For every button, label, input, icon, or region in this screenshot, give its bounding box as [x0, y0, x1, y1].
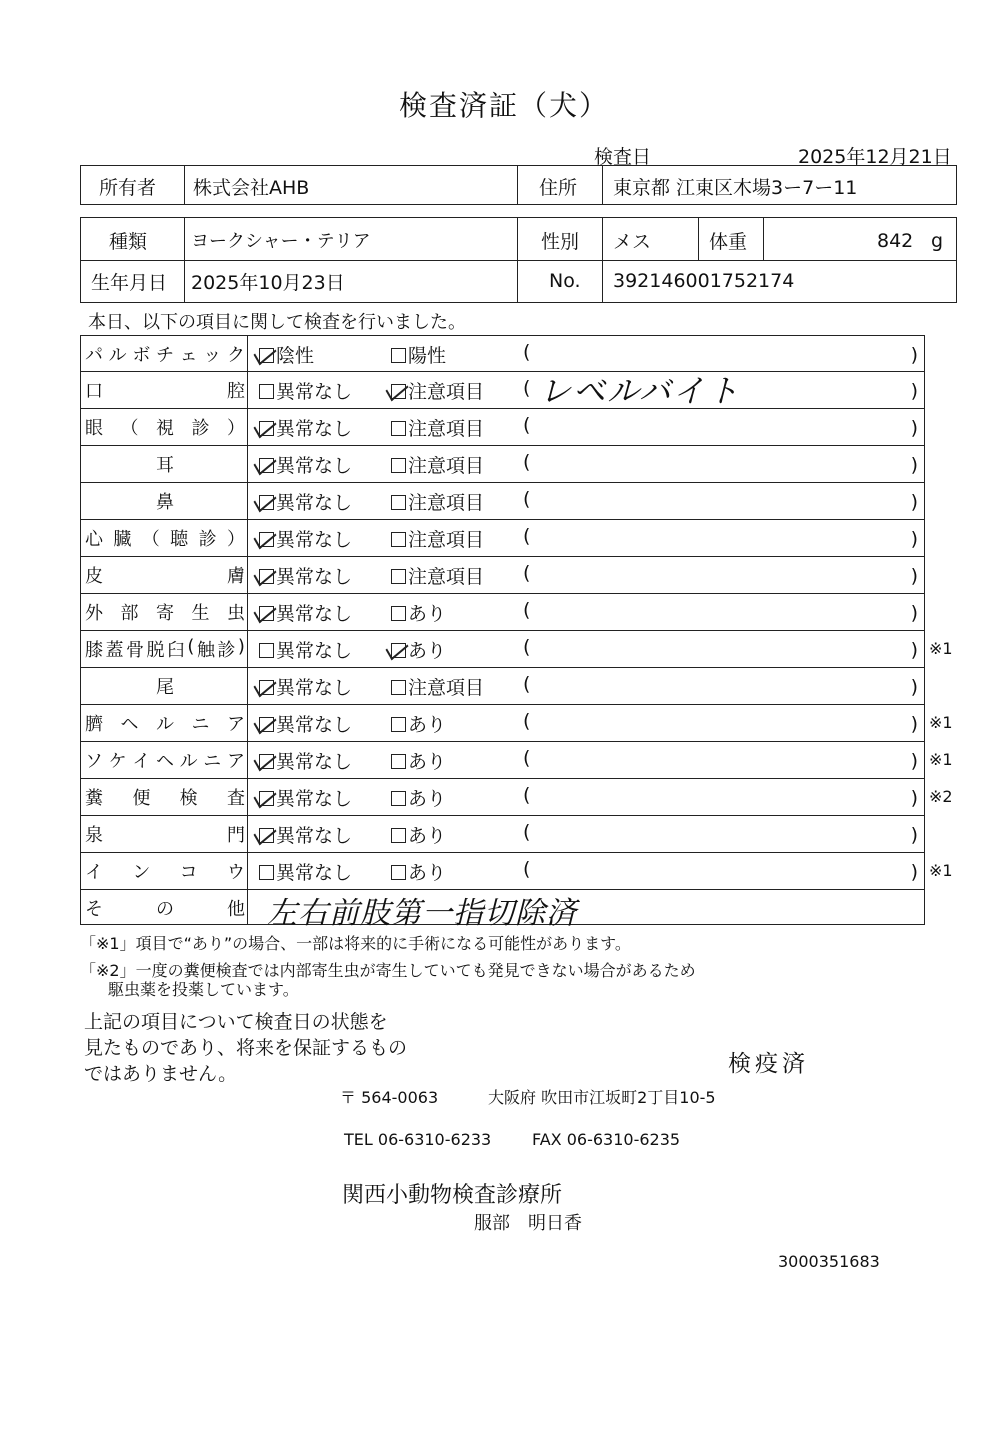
- row-item-label: 鼻: [156, 492, 174, 513]
- sex-value: メス: [613, 231, 652, 253]
- option-1[interactable]: [259, 673, 352, 700]
- footnote-2a: 「※2」一度の糞便検査では内部寄生虫が寄生していても発見できない場合があるため: [80, 961, 696, 980]
- option-1[interactable]: [259, 341, 314, 368]
- checkbox-icon[interactable]: [259, 791, 274, 806]
- checkbox-icon[interactable]: [391, 754, 406, 769]
- option-1[interactable]: [259, 747, 352, 774]
- dob-value: 2025年10月23日: [191, 272, 345, 294]
- owner-address-box: [80, 165, 957, 205]
- option-1-label: 異常なし: [276, 788, 353, 810]
- clinic-address: 大阪府 吹田市江坂町2丁目10-5: [488, 1088, 716, 1107]
- option-1-label: 異常なし: [276, 455, 353, 477]
- option-2[interactable]: [391, 488, 484, 515]
- checkbox-icon[interactable]: [391, 495, 406, 510]
- clinic-fax: FAX 06-6310-6235: [532, 1130, 681, 1149]
- table-row: 外 部 寄 生 虫 異常なし あり ( ): [80, 594, 925, 631]
- no-value: 392146001752174: [613, 270, 795, 292]
- table-row: 尾 異常なし 注意項目 ( ): [80, 668, 925, 705]
- option-1-label: 異常なし: [276, 825, 353, 847]
- row-item-label: 眼 （ 視 診 ）: [85, 418, 245, 439]
- checkbox-icon[interactable]: [259, 458, 274, 473]
- address-value: 東京都 江東区木場3ー7ー11: [613, 177, 858, 199]
- checkbox-icon[interactable]: [259, 828, 274, 843]
- clinic-name: 関西小動物検査診療所: [342, 1183, 563, 1208]
- checkbox-icon[interactable]: [259, 754, 274, 769]
- option-1[interactable]: [259, 488, 352, 515]
- breed-label: 種類: [109, 231, 148, 253]
- owner-value: 株式会社AHB: [193, 177, 310, 199]
- table-row: 泉 門 異常なし あり ( ): [80, 816, 925, 853]
- option-1[interactable]: [259, 562, 352, 589]
- weight-value: 842: [877, 230, 914, 252]
- checkbox-icon[interactable]: [391, 791, 406, 806]
- row-item-label: 糞 便 検 査: [85, 788, 245, 809]
- option-1-label: 異常なし: [276, 529, 353, 551]
- option-1[interactable]: [259, 525, 352, 552]
- option-2[interactable]: [391, 858, 446, 885]
- checkbox-icon[interactable]: [259, 569, 274, 584]
- checkbox-icon[interactable]: [259, 606, 274, 621]
- option-1[interactable]: [259, 451, 352, 478]
- option-2[interactable]: [391, 710, 446, 737]
- option-1-label: 異常なし: [276, 862, 353, 884]
- address-label: 住所: [539, 177, 578, 199]
- checkbox-icon[interactable]: [391, 606, 406, 621]
- option-2[interactable]: [391, 414, 484, 441]
- other-remark: 左右前肢第一指切除済: [267, 896, 577, 931]
- option-1-label: 異常なし: [276, 418, 353, 440]
- option-2-label: 注意項目: [408, 381, 485, 403]
- option-2[interactable]: [391, 341, 446, 368]
- option-2-label: あり: [408, 640, 447, 662]
- checkbox-icon[interactable]: [391, 348, 406, 363]
- option-2-label: あり: [408, 788, 447, 810]
- option-2[interactable]: [391, 636, 446, 663]
- option-1-label: 異常なし: [276, 640, 353, 662]
- option-1-label: 異常なし: [276, 714, 353, 736]
- option-1-label: 異常なし: [276, 566, 353, 588]
- checkbox-icon[interactable]: [259, 495, 274, 510]
- checkbox-icon[interactable]: [391, 421, 406, 436]
- table-row: 臍 ヘ ル ニ ア 異常なし あり ( ) ※1: [80, 705, 925, 742]
- option-2-label: 陽性: [408, 345, 447, 367]
- row-note: ※1: [929, 639, 953, 658]
- table-row: 膝 蓋 骨 脱 臼 ( 触 診 ) 異常なし あり ( ) ※1: [80, 631, 925, 668]
- no-label: No.: [549, 270, 581, 292]
- dob-label: 生年月日: [91, 272, 168, 294]
- option-2[interactable]: [391, 673, 484, 700]
- checkbox-icon[interactable]: [259, 348, 274, 363]
- checkbox-icon[interactable]: [391, 458, 406, 473]
- disclaimer-line-1: 上記の項目について検査日の状態を: [84, 1011, 388, 1033]
- option-2[interactable]: [391, 562, 484, 589]
- option-2-label: 注意項目: [408, 677, 485, 699]
- option-1-label: 異常なし: [276, 381, 353, 403]
- footnote-1: 「※1」項目で“あり”の場合、一部は将来的に手術になる可能性があります。: [80, 934, 631, 953]
- option-1[interactable]: [259, 858, 352, 885]
- table-row: 糞 便 検 査 異常なし あり ( ) ※2: [80, 779, 925, 816]
- other-item-label: そ の 他: [85, 899, 245, 920]
- quarantine-stamp: 検疫済: [728, 1051, 809, 1077]
- option-1[interactable]: [259, 599, 352, 626]
- option-2-label: 注意項目: [408, 455, 485, 477]
- checkbox-icon[interactable]: [391, 717, 406, 732]
- intro-text: 本日、以下の項目に関して検査を行いました。: [88, 312, 466, 333]
- row-item-label: イ ン コ ウ: [85, 862, 245, 883]
- row-item-label: 尾: [156, 677, 174, 698]
- document-number: 3000351683: [778, 1252, 880, 1271]
- option-2-label: 注意項目: [408, 418, 485, 440]
- clinic-person: 服部 明日香: [474, 1213, 582, 1234]
- row-remark: レベルバイト: [539, 372, 741, 410]
- row-item-label: 耳: [156, 455, 174, 476]
- table-row: 眼 （ 視 診 ） 異常なし 注意項目 ( ): [80, 409, 925, 446]
- option-1-label: 異常なし: [276, 677, 353, 699]
- checkbox-icon[interactable]: [259, 680, 274, 695]
- option-1[interactable]: [259, 821, 352, 848]
- clinic-postal: 〒 564-0063: [340, 1088, 439, 1107]
- row-note: ※2: [929, 787, 953, 806]
- option-2-label: あり: [408, 714, 447, 736]
- clinic-tel: TEL 06-6310-6233: [344, 1130, 492, 1149]
- owner-label: 所有者: [99, 177, 157, 199]
- row-item-label: 心 臓 （ 聴 診 ）: [85, 529, 245, 550]
- table-row: ソ ケ イ ヘ ル ニ ア 異常なし あり ( ) ※1: [80, 742, 925, 779]
- table-row: 口 腔 異常なし 注意項目 ( レベルバイト ): [80, 372, 925, 409]
- option-2[interactable]: [391, 821, 446, 848]
- option-2-label: 注意項目: [408, 529, 485, 551]
- option-2[interactable]: [391, 377, 484, 404]
- row-item-label: 臍 ヘ ル ニ ア: [85, 714, 245, 735]
- table-row: パ ル ボ チ ェ ッ ク 陰性 陽性 ( ): [80, 335, 925, 372]
- checkbox-icon[interactable]: [391, 680, 406, 695]
- exam-date-value: 2025年12月21日: [798, 146, 952, 168]
- option-2[interactable]: [391, 599, 446, 626]
- row-item-label: 皮 膚: [85, 566, 245, 587]
- option-1[interactable]: [259, 710, 352, 737]
- checkbox-icon[interactable]: [391, 643, 406, 658]
- option-2[interactable]: [391, 525, 484, 552]
- footnote-2b: 駆虫薬を投薬しています。: [108, 980, 299, 999]
- pet-info-box: [80, 217, 957, 303]
- disclaimer-line-3: ではありません。: [84, 1063, 238, 1085]
- checkbox-icon[interactable]: [259, 532, 274, 547]
- other-row: [80, 889, 925, 931]
- weight-label: 体重: [709, 231, 748, 253]
- breed-value: ヨークシャー・テリア: [191, 231, 371, 252]
- table-row: 皮 膚 異常なし 注意項目 ( ): [80, 557, 925, 594]
- checkbox-icon[interactable]: [391, 569, 406, 584]
- row-item-label: パ ル ボ チ ェ ッ ク: [85, 345, 245, 366]
- option-1-label: 異常なし: [276, 603, 353, 625]
- option-1-label: 異常なし: [276, 492, 353, 514]
- exam-date-label: 検査日: [594, 146, 652, 168]
- table-row: イ ン コ ウ 異常なし あり ( ) ※1: [80, 853, 925, 890]
- option-2[interactable]: [391, 451, 484, 478]
- row-note: ※1: [929, 861, 953, 880]
- checkbox-icon[interactable]: [391, 532, 406, 547]
- option-1[interactable]: [259, 784, 352, 811]
- option-1-label: 陰性: [276, 345, 315, 367]
- row-item-label: 外 部 寄 生 虫: [85, 603, 245, 624]
- checkbox-icon[interactable]: [391, 384, 406, 399]
- table-row: 鼻 異常なし 注意項目 ( ): [80, 483, 925, 520]
- weight-unit: g: [931, 230, 944, 252]
- sex-label: 性別: [541, 231, 580, 253]
- option-1[interactable]: [259, 636, 352, 663]
- table-row: 耳 異常なし 注意項目 ( ): [80, 446, 925, 483]
- checkbox-icon[interactable]: [391, 865, 406, 880]
- option-1-label: 異常なし: [276, 751, 353, 773]
- option-1[interactable]: [259, 414, 352, 441]
- table-row: 心 臓 （ 聴 診 ） 異常なし 注意項目 ( ): [80, 520, 925, 557]
- row-note: ※1: [929, 713, 953, 732]
- option-2[interactable]: [391, 784, 446, 811]
- option-2-label: あり: [408, 825, 447, 847]
- checkbox-icon[interactable]: [259, 384, 274, 399]
- checkbox-icon[interactable]: [259, 717, 274, 732]
- option-2-label: 注意項目: [408, 492, 485, 514]
- option-2-label: あり: [408, 603, 447, 625]
- option-2-label: あり: [408, 751, 447, 773]
- row-item-label: 泉 門: [85, 825, 245, 846]
- checkbox-icon[interactable]: [259, 421, 274, 436]
- disclaimer-line-2: 見たものであり、将来を保証するもの: [84, 1037, 408, 1059]
- option-2-label: 注意項目: [408, 566, 485, 588]
- page-title: 検査済証（犬）: [398, 89, 609, 122]
- option-2[interactable]: [391, 747, 446, 774]
- checkbox-icon[interactable]: [259, 865, 274, 880]
- row-note: ※1: [929, 750, 953, 769]
- option-1[interactable]: [259, 377, 352, 404]
- checkbox-icon[interactable]: [391, 828, 406, 843]
- row-item-label: 膝 蓋 骨 脱 臼 ( 触 診 ): [85, 636, 245, 661]
- row-item-label: 口 腔: [85, 381, 245, 402]
- row-item-label: ソ ケ イ ヘ ル ニ ア: [85, 751, 245, 772]
- option-2-label: あり: [408, 862, 447, 884]
- checkbox-icon[interactable]: [259, 643, 274, 658]
